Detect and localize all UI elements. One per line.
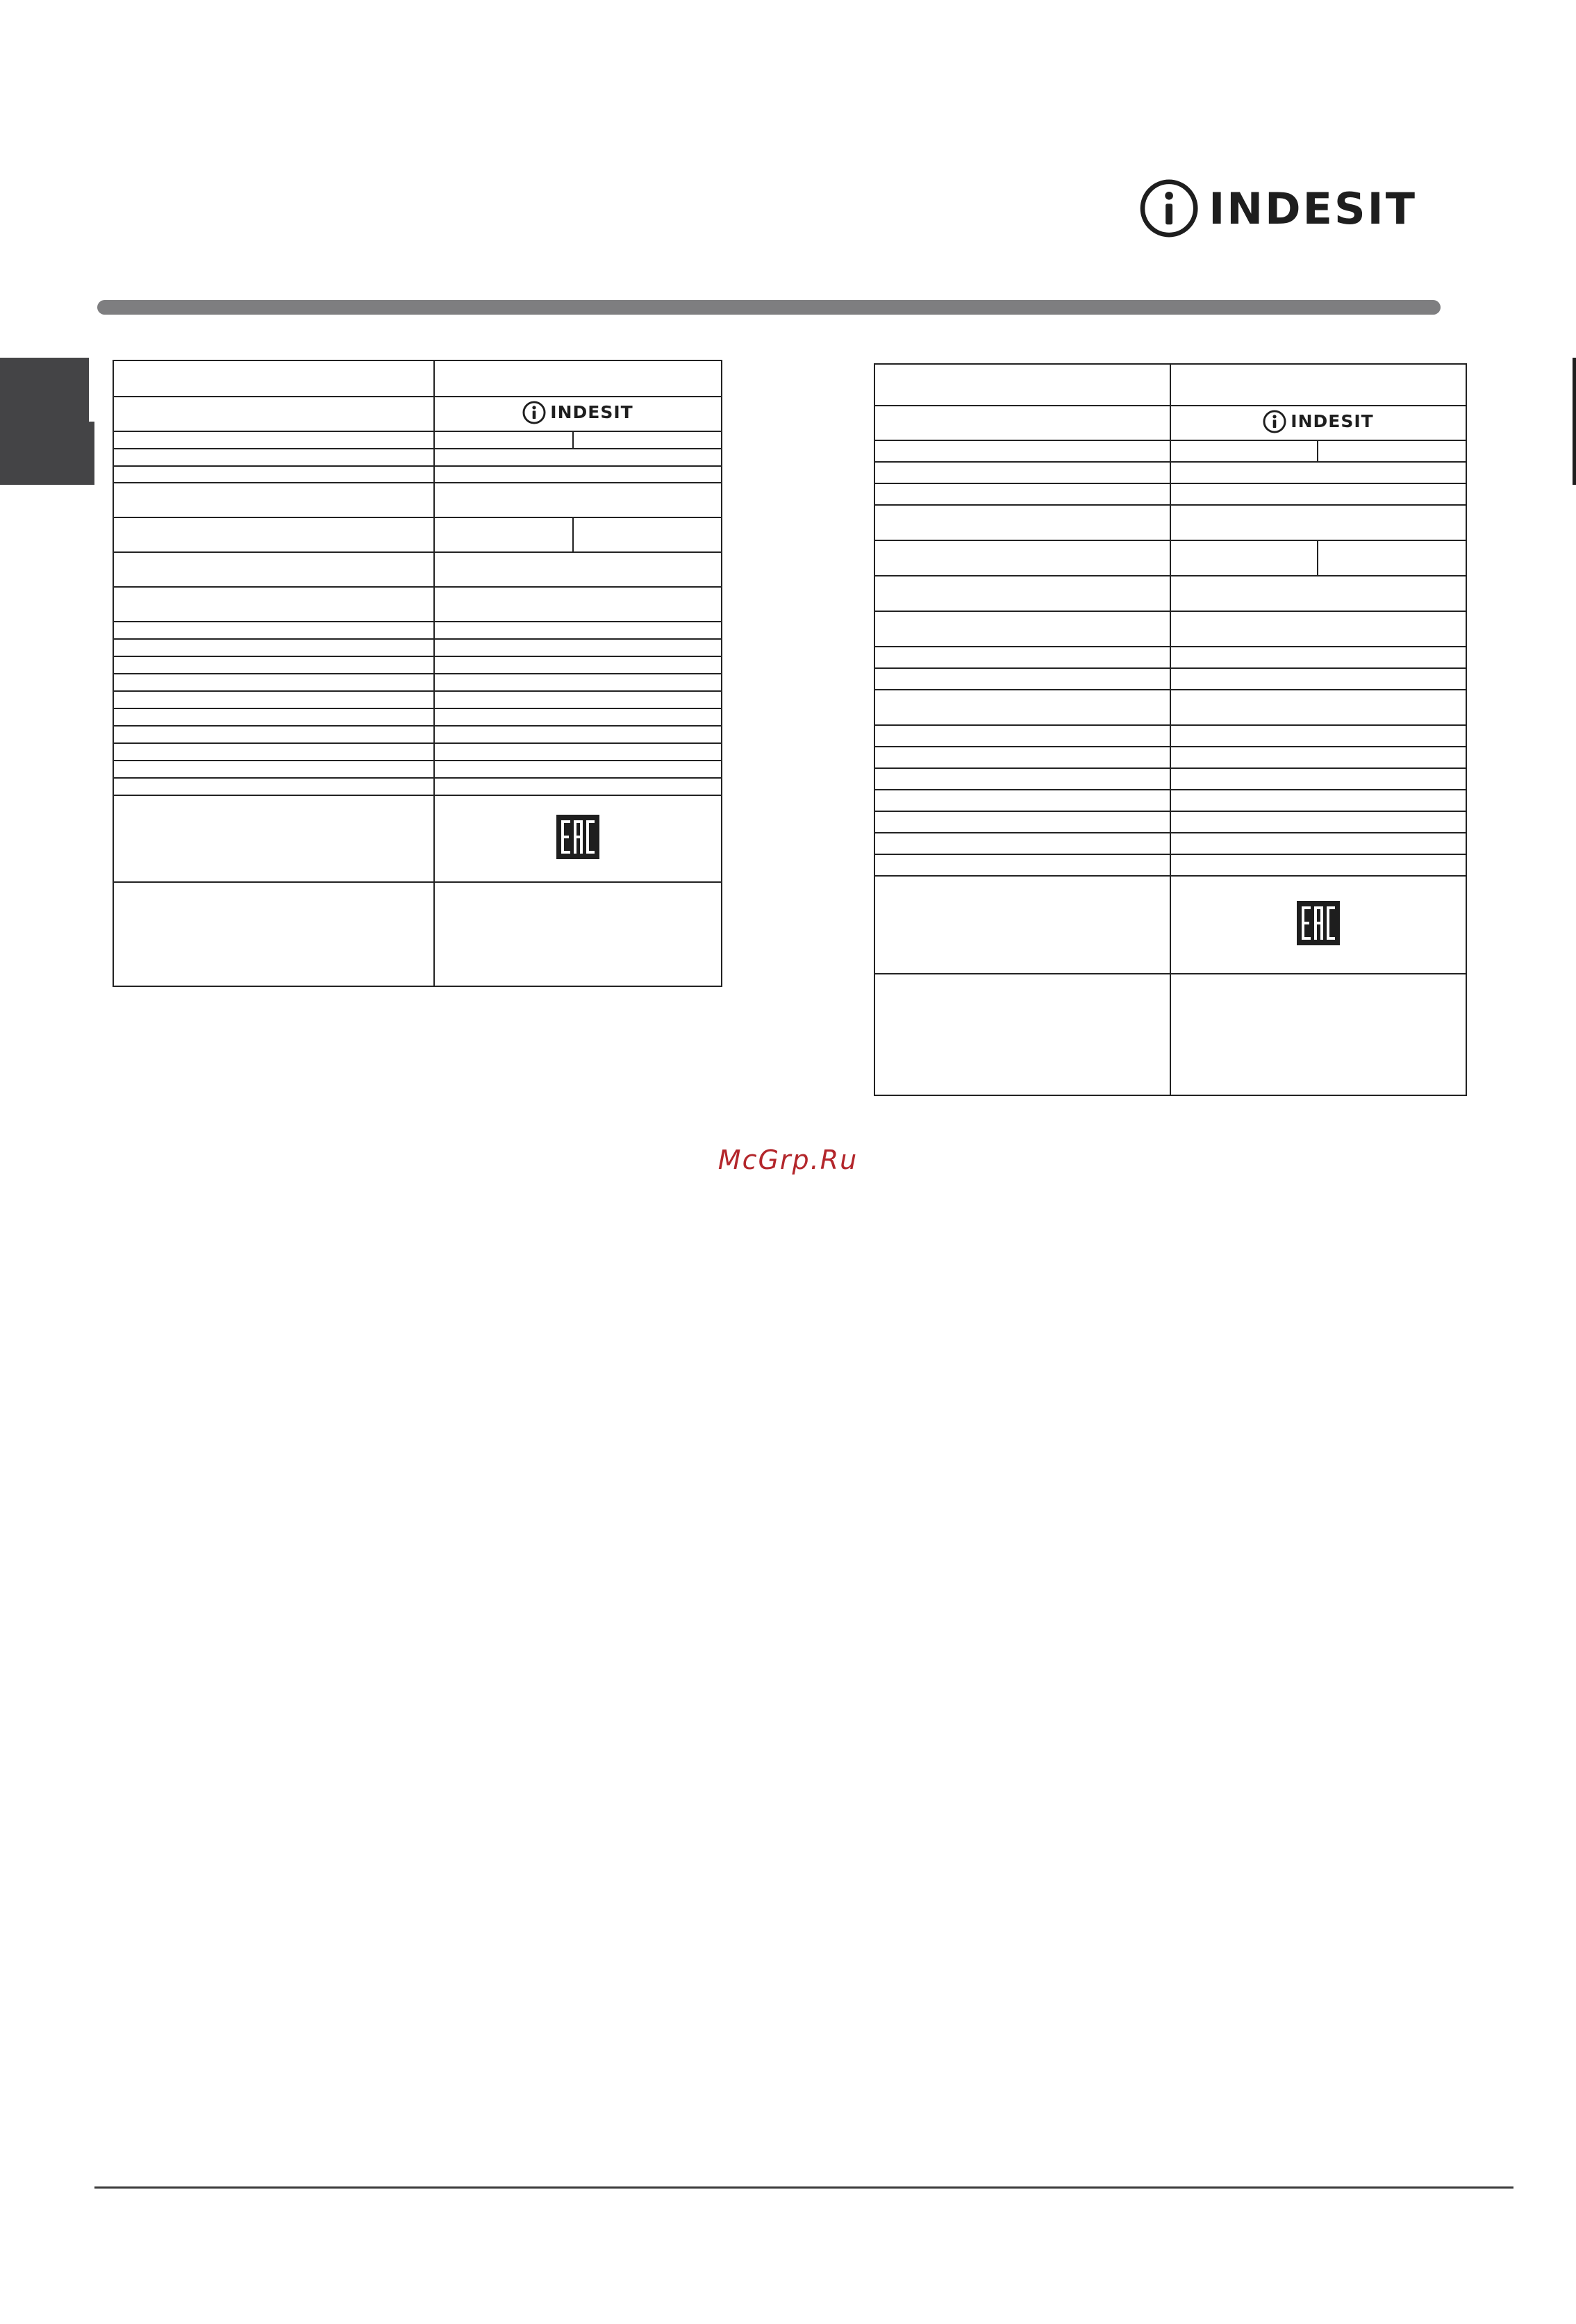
table-cell (874, 440, 1170, 462)
table-brand-logo (1263, 410, 1373, 433)
header-rule (97, 300, 1441, 315)
table-cell (874, 576, 1170, 611)
table-cell (113, 726, 434, 743)
table-cell (113, 708, 434, 726)
table-cell (113, 882, 434, 986)
table-cell (1170, 462, 1466, 483)
spec-table-right (874, 363, 1467, 1096)
certification-cell (434, 795, 722, 882)
table-cell (434, 674, 722, 691)
spec-table-left (113, 360, 722, 987)
table-cell (113, 449, 434, 466)
table-cell (434, 449, 722, 466)
brand-logo-cell (434, 397, 722, 431)
table-cell (113, 622, 434, 639)
table-cell (1170, 854, 1466, 876)
brand-name: INDESIT (1209, 183, 1417, 234)
table-cell (434, 587, 722, 622)
table-cell (874, 747, 1170, 768)
section-tab-notch (89, 358, 94, 422)
table-cell (1170, 811, 1466, 833)
table-cell (1170, 725, 1466, 747)
table-cell (874, 790, 1170, 811)
table-cell (874, 647, 1170, 668)
table-cell (1170, 768, 1466, 790)
table-cell (113, 778, 434, 795)
table-cell (874, 364, 1170, 406)
table-cell (874, 668, 1170, 690)
table-cell (874, 833, 1170, 854)
table-cell (434, 622, 722, 639)
table-cell (1170, 440, 1318, 462)
table-cell (113, 466, 434, 483)
table-cell (113, 743, 434, 761)
table-cell (113, 691, 434, 708)
footer-rule (94, 2186, 1513, 2189)
table-cell (434, 552, 722, 587)
table-cell (874, 462, 1170, 483)
table-cell (1170, 364, 1466, 406)
table-cell (434, 743, 722, 761)
table-cell (874, 974, 1170, 1095)
table-cell (874, 505, 1170, 540)
table-brand-logo (522, 401, 633, 424)
table-cell (1170, 790, 1466, 811)
table-cell (874, 811, 1170, 833)
eac-mark-icon (556, 814, 600, 860)
table-cell (1170, 540, 1318, 576)
table-cell (434, 726, 722, 743)
table-cell (113, 656, 434, 674)
table-cell (1170, 747, 1466, 768)
table-cell (434, 639, 722, 656)
table-cell (434, 708, 722, 726)
table-cell (874, 611, 1170, 647)
table-cell (434, 466, 722, 483)
table-cell (113, 517, 434, 552)
table-cell (874, 540, 1170, 576)
brand-circle-i-icon (1263, 410, 1286, 433)
table-cell (1170, 611, 1466, 647)
table-cell (434, 517, 573, 552)
table-cell (113, 761, 434, 778)
table-cell (1170, 668, 1466, 690)
brand-logo-cell (1170, 406, 1466, 440)
brand-circle-i-icon (1139, 172, 1199, 244)
table-cell (434, 483, 722, 517)
table-cell (434, 778, 722, 795)
edge-mark (1573, 358, 1576, 485)
table-cell (113, 483, 434, 517)
table-cell (1170, 833, 1466, 854)
table-cell (434, 360, 722, 397)
table-cell (113, 795, 434, 882)
table-brand-name: INDESIT (1291, 411, 1374, 431)
table-cell (874, 483, 1170, 505)
table-cell (1170, 647, 1466, 668)
table-cell (434, 656, 722, 674)
table-cell (573, 517, 722, 552)
table-cell (113, 639, 434, 656)
table-cell (1318, 440, 1466, 462)
table-cell (1170, 974, 1466, 1095)
table-cell (1170, 690, 1466, 725)
watermark-text: McGrp.Ru (718, 1145, 858, 1175)
eac-mark-icon (1296, 900, 1341, 946)
table-cell (434, 691, 722, 708)
brand-circle-i-icon (522, 401, 546, 424)
table-cell (113, 431, 434, 449)
certification-cell (1170, 876, 1466, 974)
table-cell (874, 725, 1170, 747)
table-cell (1170, 483, 1466, 505)
table-cell (874, 768, 1170, 790)
table-cell (113, 674, 434, 691)
table-cell (874, 854, 1170, 876)
table-cell (1170, 576, 1466, 611)
table-cell (1170, 505, 1466, 540)
table-cell (113, 397, 434, 431)
table-cell (1318, 540, 1466, 576)
table-cell (113, 552, 434, 587)
table-brand-name: INDESIT (550, 402, 633, 422)
table-cell (573, 431, 722, 449)
table-cell (874, 876, 1170, 974)
table-cell (874, 406, 1170, 440)
table-cell (434, 882, 722, 986)
table-cell (113, 587, 434, 622)
table-cell (874, 690, 1170, 725)
section-tab (0, 358, 94, 485)
brand-logo (1139, 174, 1417, 243)
table-cell (434, 761, 722, 778)
table-cell (113, 360, 434, 397)
table-cell (434, 431, 573, 449)
